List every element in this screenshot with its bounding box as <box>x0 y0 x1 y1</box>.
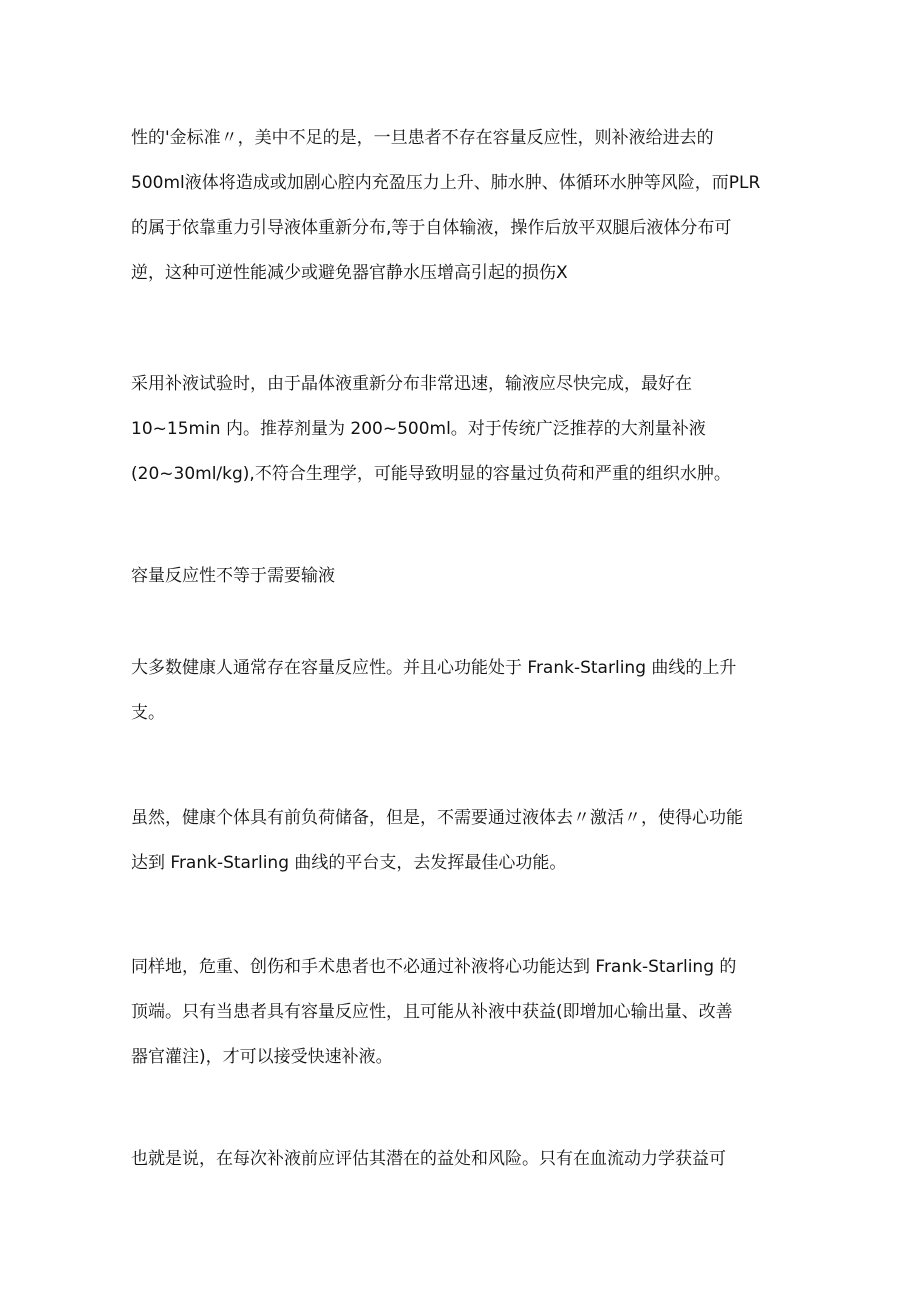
text-line: 达到 Frank-Starling 曲线的平台支，去发挥最佳心功能。 <box>131 853 567 873</box>
paragraph-fluid-challenge <box>131 362 803 497</box>
text-line: 同样地，危重、创伤和手术患者也不必通过补液将心功能达到 Frank-Starling 的 <box>131 957 737 977</box>
section-heading <box>131 554 803 599</box>
text-line: 支。 <box>131 703 165 723</box>
text-line: 器官灌注)，才可以接受快速补液。 <box>131 1047 393 1067</box>
text-line: (20~30ml/kg),不符合生理学，可能导致明显的容量过负荷和严重的组织水肿。 <box>131 464 731 484</box>
text-line: 10~15min 内。推荐剂量为 200~500ml。对于传统广泛推荐的大剂量补液 <box>131 419 706 439</box>
heading-line: 容量反应性不等于需要输液 <box>131 566 335 586</box>
text-line: 逆，这种可逆性能减少或避免器官静水压增高引起的损伤X <box>131 263 568 283</box>
paragraph-plr-comparison <box>131 116 803 296</box>
text-line: 大多数健康人通常存在容量反应性。并且心功能处于 Frank-Starling 曲线的上升 <box>131 658 737 678</box>
paragraph-healthy-responsiveness <box>131 646 803 736</box>
paragraph-preload-reserve <box>131 796 803 886</box>
text-line: 顶端。只有当患者具有容量反应性，且可能从补液中获益(即增加心输出量、改善 <box>131 1002 733 1022</box>
text-line: 500ml液体将造成或加剧心腔内充盈压力上升、肺水肿、体循环水肿等风险，而PLR <box>131 173 761 193</box>
text-line: 性的'金标准〃，美中不足的是，一旦患者不存在容量反应性，则补液给进去的 <box>131 128 714 148</box>
text-line: 的属于依靠重力引导液体重新分布,等于自体输液，操作后放平双腿后液体分布可 <box>131 218 732 238</box>
text-line: 也就是说，在每次补液前应评估其潜在的益处和风险。只有在血流动力学获益可 <box>131 1149 726 1169</box>
text-line: 采用补液试验时，由于晶体液重新分布非常迅速，输液应尽快完成，最好在 <box>131 374 692 394</box>
paragraph-critical-patients <box>131 945 803 1080</box>
text-line: 虽然，健康个体具有前负荷储备，但是，不需要通过液体去〃激活〃，使得心功能 <box>131 808 743 828</box>
paragraph-risk-assessment <box>131 1137 803 1182</box>
